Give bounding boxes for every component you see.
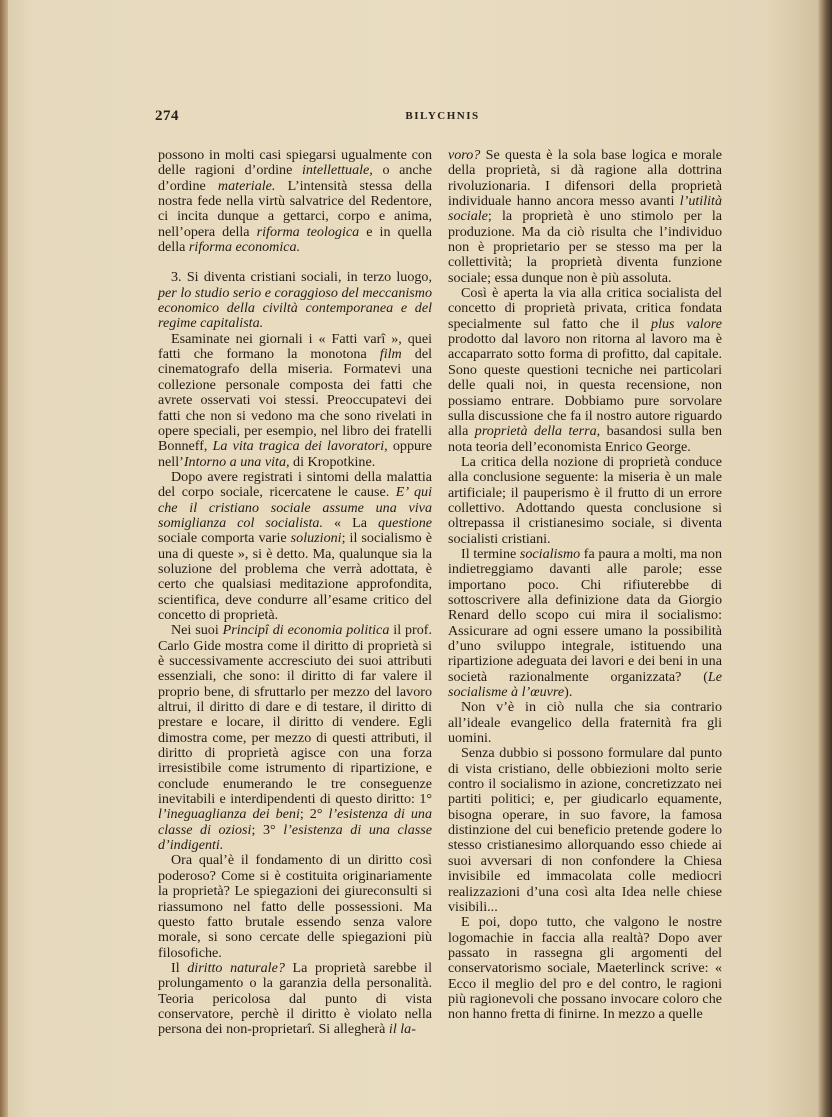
italic-run: l’utilità sociale: [448, 193, 722, 225]
text-run: 3. Si diventa cristiani sociali, in terzo luogo,: [171, 269, 432, 286]
text-run: Ora qual’è il fondamento di un diritto così poderoso? Come si è costituita originariamente la proprietà? Le spiegazioni dei giureconsulti si riassumono nel fatto delle possessioni. Ma questo fatto brutale essendo senza valore morale, si sono cercate delle spiegazioni più filosofiche.: [158, 852, 432, 961]
text-run: del cinematografo della miseria. Formatevi una collezione personale composta dei fatti che avrete osservati voi stessi. Preoccupatevi dei fatti che non si vedono ma che sono rivelati in opere speciali, per esempio, nel libro dei fratelli Bonneff,: [158, 346, 433, 455]
italic-run: Le socialisme à l’œuvre: [448, 668, 722, 701]
text-run: Esaminate nei giornali i « Fatti varî », quei fatti che formano la monotona: [158, 330, 432, 363]
italic-run: riforma teologica: [256, 223, 360, 240]
italic-run: Intorno a una vita,: [183, 453, 290, 470]
paragraph-left-7: [158, 961, 432, 1038]
text-run: Il: [171, 959, 188, 976]
text-run: di Kropotkine.: [289, 453, 376, 470]
italic-run: il la-: [388, 1021, 416, 1038]
italic-run: socialismo: [519, 545, 581, 562]
paragraph-right-1: [448, 148, 722, 286]
text-run: L’intensità stessa della nostra fede nella virtù salvatrice del Redentore, ci incita dunque a gettarci, corpo e anima, nell’opera della: [158, 177, 432, 240]
text-run: Il termine: [461, 545, 520, 562]
text-run: La proprietà sarebbe il prolungamento o la garanzia della personalità. Teoria pericolosa dal punto di vista conservatore, perchè il diritto è violato nella persona dei non-proprietarî. Si allegherà: [158, 959, 432, 1038]
paragraph-left-4: [158, 470, 432, 623]
italic-run: plus valore: [651, 315, 722, 332]
paragraph-right-2: [448, 286, 722, 455]
page-number: 274: [155, 108, 179, 124]
running-head: [155, 108, 730, 128]
text-run: Se questa è la sola base logica e morale della proprietà, si dà ragione alla dottrina rivoluzionaria. I difensori della proprietà individuale hanno ancora messo avanti: [448, 147, 722, 210]
text-run: ; il socialismo è una di queste », si è detto. Ma, qualunque sia la soluzione del problema che verrà adottata, è certo che qualsiasi meditazione approfondita, scientifica, deve condurre all’esame critico del concetto di proprietà.: [158, 530, 433, 623]
paragraph-left-6: [158, 853, 432, 960]
italic-run: proprietà della terra,: [474, 423, 601, 440]
italic-run: materiale.: [217, 177, 276, 194]
italic-run: soluzioni: [290, 530, 342, 547]
text-run: « La: [322, 514, 378, 531]
paragraph-left-3: [158, 332, 432, 470]
paragraph-right-5: [448, 700, 722, 746]
journal-title: BILYCHNIS: [405, 110, 480, 122]
italic-run: voro?: [448, 147, 481, 163]
text-run: Nei suoi: [171, 622, 223, 639]
text-run: basandosi sulla ben nota teoria dell’economista Enrico George.: [448, 423, 722, 455]
text-run: oppure nell’: [158, 438, 432, 470]
italic-run: diritto naturale?: [187, 959, 285, 976]
text-run: La critica della nozione di proprietà conduce alla conclusione seguente: la miseria è un male artificiale; il pauperismo è il frutto di un errore collettivo. Adottando questa conclusione si oltrepassa il cristianesimo sociale, si diventa socialisti cristiani.: [448, 453, 722, 547]
text-run: Non v’è in ciò nulla che sia contrario all’ideale evangelico della fraternità fra gli uomini.: [448, 699, 722, 747]
italic-run: La vita tragica dei lavoratori,: [212, 438, 388, 455]
text-run: ; la proprietà è uno stimolo per la produzione. Ma da ciò risulta che l’individuo non è proprietario per se stesso ma per la collettività; la proprietà diventa funzione sociale; essa dunque non è più assoluta.: [448, 208, 722, 286]
text-run: ).: [564, 684, 573, 701]
text-run: ; 3°: [251, 821, 284, 838]
text-run: e in quella della: [158, 223, 433, 256]
text-run: il prof. Carlo Gide mostra come il diritto di proprietà si è successivamente accresciuto dei suoi attributi essenziali, che sono: il diritto di far valere il proprio bene, di sfruttarlo per mezzo del lavoro altrui, il diritto di dare e di testare, il diritto di prestare e locare, il diritto di vendere. Egli dimostra come, per mezzo di questi attributi, il diritto di proprietà agisce con una forza irresistibile come istrumento di ripartizione, e conclude enumerando le tre conseguenze inevitabili e interdipendenti di questo diritto: 1°: [158, 622, 433, 808]
paragraph-right-4: [448, 547, 722, 700]
paragraph-left-1: [158, 148, 432, 255]
italic-run: E’ qui che il cristiano sociale assume una viva somiglianza col socialista.: [158, 484, 432, 531]
italic-run: intellettuale,: [301, 162, 373, 179]
paragraph-left-5: [158, 623, 432, 853]
italic-run: l’esistenza di una classe di oziosi: [158, 806, 432, 838]
text-run: prodotto dal lavoro non ritorna al lavoro ma è accaparrato sotto forma di profitto, dal capitale. Sono queste questioni tecniche nei particolari delle quali noi, in questa recensione, non possiamo entrare. Dobbiamo pure sorvolare sulla discussione che fa il nostro autore riguardo alla: [448, 331, 722, 440]
left-text-column: [158, 148, 432, 1038]
text-run: ; 2°: [299, 806, 329, 823]
italic-run: per lo studio serio e coraggioso del meccanismo economico della civiltà contemporanea e del regime capitalista.: [158, 284, 432, 332]
text-run: sociale comporta varie: [158, 530, 291, 547]
text-run: possono in molti casi spiegarsi ugualmente con delle ragioni d’ordine: [158, 147, 432, 179]
text-run: Senza dubbio si possono formulare dal punto di vista cristiano, delle obbiezioni molto serie contro il socialismo in azione, concretizzato nei partiti politici; e, per giudicarlo equamente, bisogna operare, in suo favore, la famosa distinzione del cui beneficio pretende godere lo stesso cristianesimo allorquando esso chiede ai suoi avversari di non confondere la Chiesa invisibile ed immacolata colle mediocri realizzazioni d’una così alta Idea nelle chiese visibili...: [448, 745, 722, 915]
paragraph-right-6: [448, 746, 722, 915]
italic-run: riforma economica.: [188, 239, 301, 256]
paragraph-right-3: [448, 455, 722, 547]
italic-run: Principî di economia politica: [222, 622, 390, 639]
paragraph-right-7: [448, 915, 722, 1022]
text-run: fa paura a molti, ma non indietreggiamo davanti alle parole; esse importano poco. Chi rifiuterebbe di sottoscrivere alla definizione data da Giorgio Renard dello scopo cui mira il socialismo: Assicurare ad ogni essere umano la possibilità d’uno sviluppo integrale, istituendo una ripartizione adeguata dei lavori e dei beni in una società razionalmente organizzata? (: [448, 545, 722, 685]
text-run: E poi, dopo tutto, che valgono le nostre logomachie in faccia alla realtà? Dopo aver passato in rassegna gli argomenti del conservatorismo sociale, Maeterlinck scrive: « Ecco il meglio del pro e del contro, le ragioni più ragionevoli che possano invocare coloro che non hanno fretta di finirne. In mezzo a quelle: [448, 914, 722, 1023]
italic-run: l’esistenza di una classe d’indigenti.: [158, 821, 432, 854]
paragraph-left-2: [158, 270, 432, 331]
text-run: o anche d’ordine: [158, 162, 432, 194]
italic-run: film: [379, 346, 402, 363]
italic-run: questione: [377, 514, 432, 531]
italic-run: l’ineguaglianza dei beni: [158, 806, 300, 823]
text-run: Così è aperta la via alla critica socialista del concetto di proprietà privata, critica fondata specialmente sul fatto che il: [448, 285, 722, 332]
text-run: Dopo avere registrati i sintomi della malattia del corpo sociale, ricercatene le cause.: [158, 468, 432, 501]
right-text-column: [448, 148, 722, 1023]
